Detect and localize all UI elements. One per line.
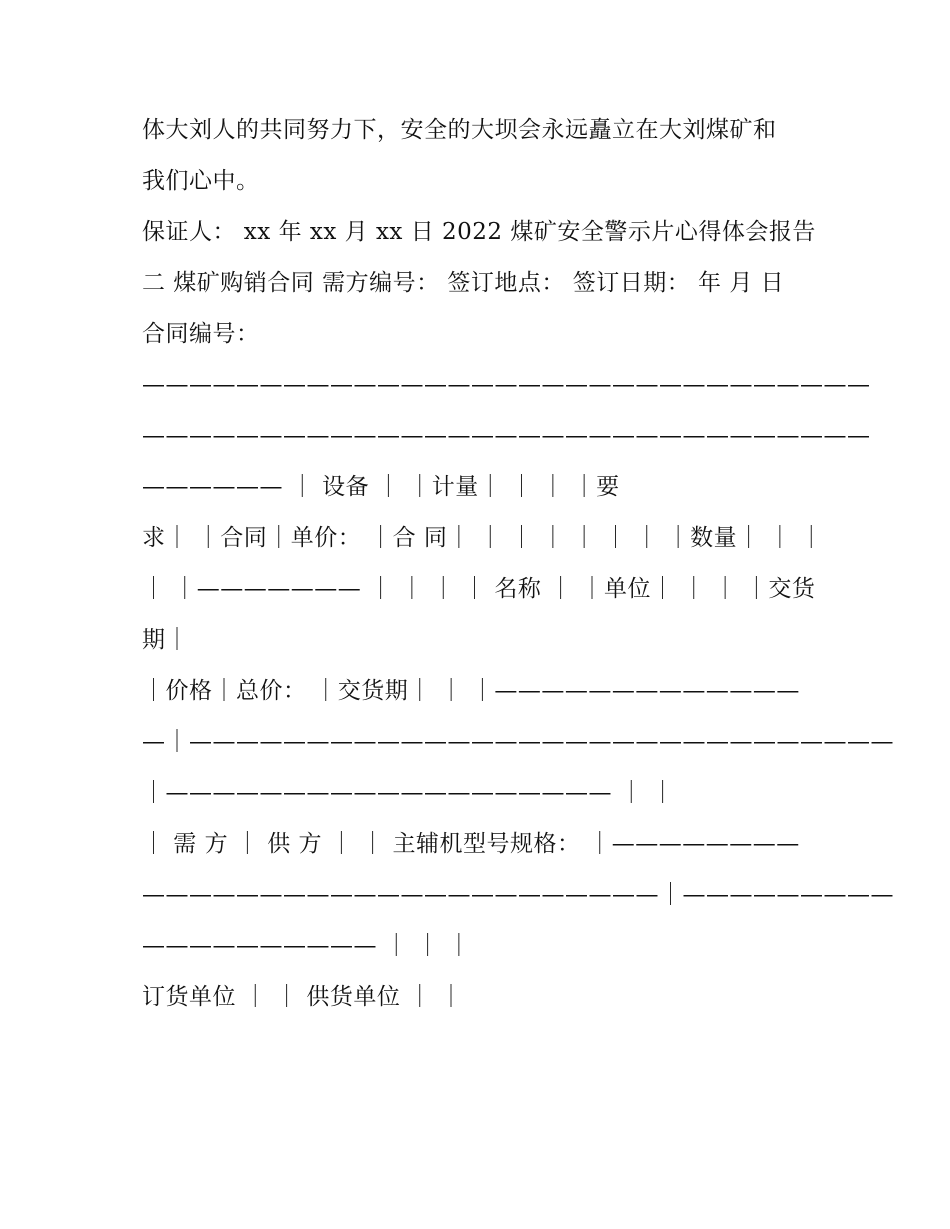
text-line: 二 煤矿购销合同 需方编号： 签订地点： 签订日期： 年 月 日 <box>142 270 785 296</box>
text-line: 合同编号： <box>142 321 260 347</box>
table-rule-line: ——————————————————————————————— <box>142 372 871 398</box>
text-line: 保证人： xx 年 xx 月 xx 日 2022 煤矿安全警示片心得体会报告 <box>142 219 816 245</box>
table-text-line: —————— ｜ 设备 ｜ ｜计量｜ ｜ ｜ ｜要 <box>142 474 620 500</box>
text-line: 我们心中。 <box>142 168 260 194</box>
table-rule-line: ——————————————————————————————— <box>142 423 871 449</box>
table-text-line: ｜ 需 方 ｜ 供 方 ｜ ｜ 主辅机型号规格： ｜———————— <box>142 831 800 857</box>
table-text-line: 求｜ ｜合同｜单价： ｜合 同｜ ｜ ｜ ｜ ｜ ｜ ｜ ｜数量｜ ｜ ｜ <box>142 525 824 551</box>
table-text-line: 期｜ <box>142 627 189 653</box>
table-text-line: ｜价格｜总价： ｜交货期｜ ｜ ｜————————————— <box>142 678 800 704</box>
table-text-line: ｜ ｜——————— ｜ ｜ ｜ ｜ 名称 ｜ ｜单位｜ ｜ ｜ ｜交货 <box>142 576 816 602</box>
table-text-line: ｜——————————————————— ｜ ｜ <box>142 780 675 806</box>
table-text-line: 订货单位 ｜ ｜ 供货单位 ｜ ｜ <box>142 984 464 1010</box>
text-line: 体大刘人的共同努力下，安全的大坝会永远矗立在大刘煤矿和 <box>142 117 777 143</box>
table-text-line: —｜—————————————————————————————— <box>142 729 894 755</box>
table-text-line: —————————— ｜ ｜ ｜ <box>142 933 471 959</box>
table-text-line: ——————————————————————｜————————— <box>142 882 894 908</box>
document-body <box>142 105 894 1023</box>
